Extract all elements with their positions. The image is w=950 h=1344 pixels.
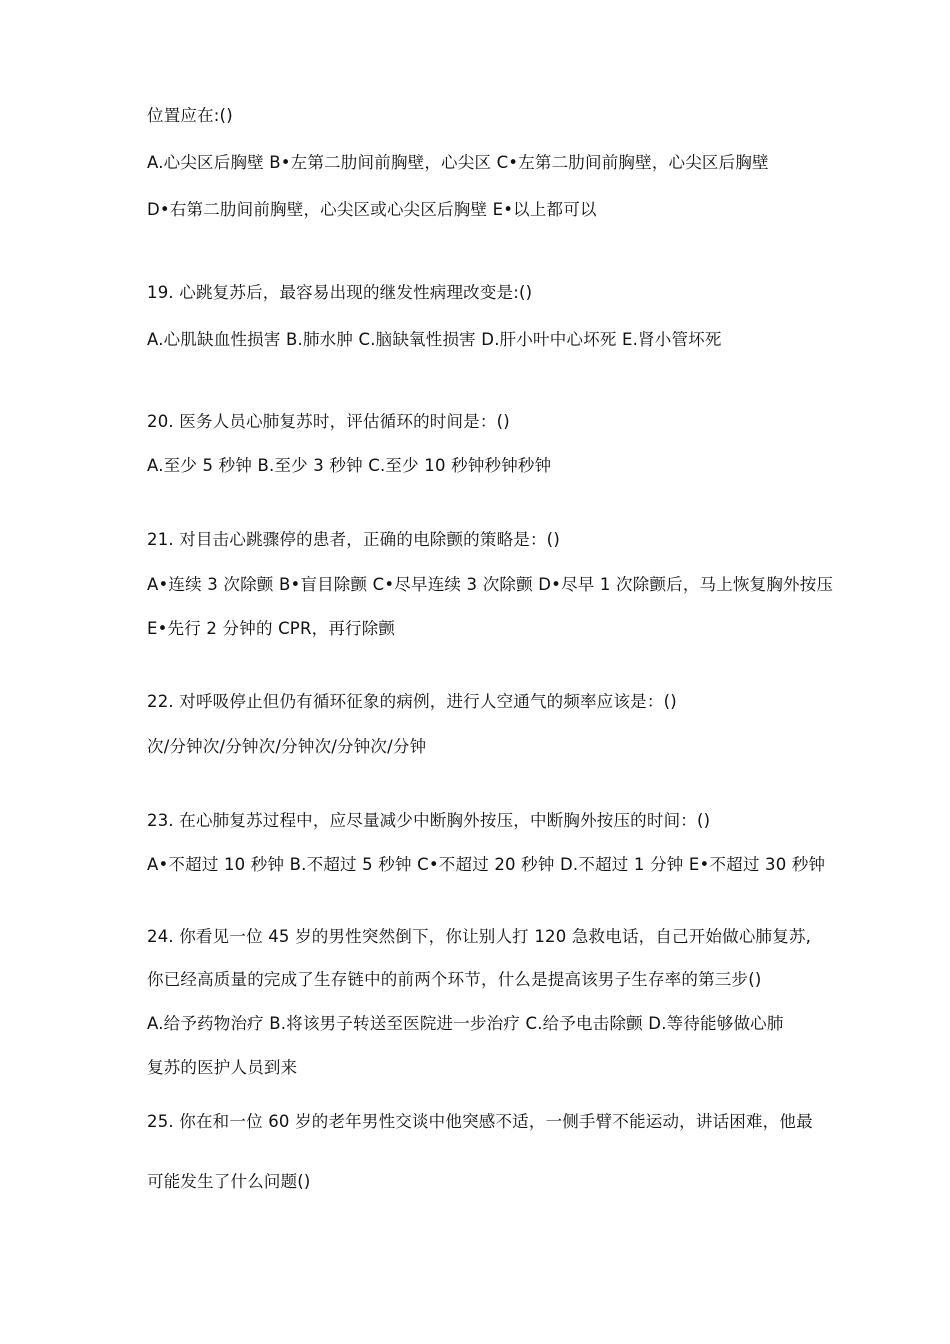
q24-options-line-2: 复苏的医护人员到来 (147, 1058, 298, 1077)
q21-options-line-1: A•连续 3 次除颤 B•盲目除颤 C•尽早连续 3 次除颤 D•尽早 1 次除颤后，马上恢复胸外按压 (147, 575, 834, 594)
q18-stem-continued: 位置应在:() (147, 106, 233, 125)
q18-options-line-2: D•右第二肋间前胸壁，心尖区或心尖区后胸壁 E•以上都可以 (147, 200, 597, 219)
q19-stem: 19. 心跳复苏后，最容易出现的继发性病理改变是:() (147, 283, 533, 302)
q20-options: A.至少 5 秒钟 B.至少 3 秒钟 C.至少 10 秒钟秒钟秒钟 (147, 456, 552, 475)
q21-stem: 21. 对目击心跳骤停的患者，正确的电除颤的策略是：() (147, 530, 560, 549)
q24-options-line-1: A.给予药物治疗 B.将该男子转送至医院进一步治疗 C.给予电击除颤 D.等待能够做心肺 (147, 1014, 784, 1033)
q18-options-line-1: A.心尖区后胸壁 B•左第二肋间前胸壁，心尖区 C•左第二肋间前胸壁，心尖区后胸壁 (147, 153, 769, 172)
q23-stem: 23. 在心肺复苏过程中，应尽量减少中断胸外按压，中断胸外按压的时间：() (147, 811, 711, 830)
q24-stem-line-1: 24. 你看见一位 45 岁的男性突然倒下，你让别人打 120 急救电话，自己开始做心肺复苏, (147, 927, 812, 946)
q24-stem-line-2: 你已经高质量的完成了生存链中的前两个环节，什么是提高该男子生存率的第三步() (147, 970, 762, 989)
q22-stem: 22. 对呼吸停止但仍有循环征象的病例，进行人空通气的频率应该是：() (147, 692, 677, 711)
q19-options: A.心肌缺血性损害 B.肺水肿 C.脑缺氧性损害 D.肝小叶中心坏死 E.肾小管坏死 (147, 330, 722, 349)
q23-options: A•不超过 10 秒钟 B.不超过 5 秒钟 C•不超过 20 秒钟 D.不超过 1 分钟 E•不超过 30 秒钟 (147, 855, 826, 874)
q25-stem-line-1: 25. 你在和一位 60 岁的老年男性交谈中他突感不适，一侧手臂不能运动，讲话困难，他最 (147, 1112, 813, 1131)
q25-stem-line-2: 可能发生了什么问题() (147, 1172, 311, 1191)
q22-options: 次/分钟次/分钟次/分钟次/分钟次/分钟 (147, 737, 427, 756)
q21-options-line-2: E•先行 2 分钟的 CPR，再行除颤 (147, 619, 396, 638)
q20-stem: 20. 医务人员心肺复苏时，评估循环的时间是：() (147, 412, 510, 431)
